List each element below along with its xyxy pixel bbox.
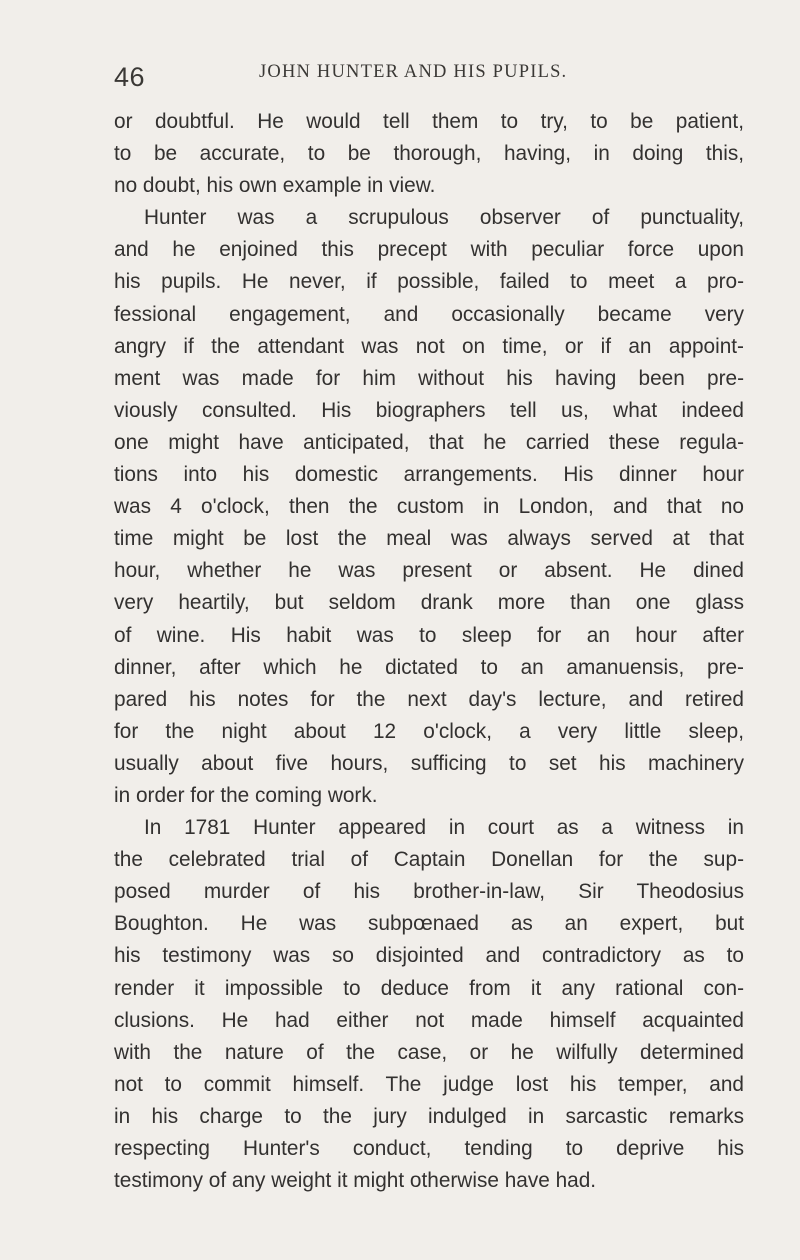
text-line: in order for the coming work. (114, 783, 378, 807)
paragraph-first-line: Hunter was a scrupulous observer of punctuality, (144, 206, 744, 230)
page-number: 46 (114, 62, 146, 92)
text-line: his pupils. He never, if possible, failed to meet a pro- (114, 270, 744, 294)
text-line: or doubtful. He would tell them to try, to be patient, (114, 110, 744, 133)
text-line: posed murder of his brother-in-law, Sir Theodosius (114, 880, 744, 904)
text-line: tions into his domestic arrangements. His dinner hour (114, 463, 744, 487)
text-line: of wine. His habit was to sleep for an hour after (114, 623, 744, 647)
text-line: not to commit himself. The judge lost his temper, and (114, 1072, 744, 1096)
text-line: very heartily, but seldom drank more than one glass (114, 591, 744, 615)
text-line: dinner, after which he dictated to an amanuensis, pre- (114, 655, 744, 679)
text-line: clusions. He had either not made himself acquainted (114, 1008, 744, 1032)
text-line: ment was made for him without his having been pre- (114, 366, 744, 390)
body-text (114, 106, 744, 1197)
text-line: was 4 o'clock, then the custom in London, and that no (114, 495, 744, 519)
text-line: usually about five hours, sufficing to set his machinery (114, 751, 744, 775)
text-line: hour, whether he was present or absent. He dined (114, 559, 744, 583)
text-line: for the night about 12 o'clock, a very little sleep, (114, 719, 744, 743)
text-line: Boughton. He was subpœnaed as an expert, but (114, 912, 744, 936)
text-line: no doubt, his own example in view. (114, 174, 436, 198)
text-line: angry if the attendant was not on time, or if an appoint- (114, 334, 744, 358)
text-line: to be accurate, to be thorough, having, in doing this, (114, 142, 744, 166)
text-line: render it impossible to deduce from it any rational con- (114, 976, 744, 1000)
text-line: fessional engagement, and occasionally became very (114, 302, 744, 326)
text-line: with the nature of the case, or he wilfully determined (114, 1040, 744, 1064)
text-line: and he enjoined this precept with peculiar force upon (114, 238, 744, 262)
paragraph-first-line: In 1781 Hunter appeared in court as a witness in (144, 816, 744, 840)
text-line: the celebrated trial of Captain Donellan for the sup- (114, 848, 744, 872)
text-line: his testimony was so disjointed and contradictory as to (114, 944, 744, 968)
text-line: respecting Hunter's conduct, tending to deprive his (114, 1137, 744, 1160)
page-header (114, 58, 744, 92)
text-line: testimony of any weight it might otherwise have had. (114, 1169, 597, 1193)
text-line: one might have anticipated, that he carried these regula- (114, 430, 744, 454)
text-line: time might be lost the meal was always served at that (114, 527, 744, 551)
text-line: viously consulted. His biographers tell us, what indeed (114, 398, 744, 422)
text-line: in his charge to the jury indulged in sarcastic remarks (114, 1104, 744, 1128)
text-line: pared his notes for the next day's lecture, and retired (114, 687, 744, 711)
running-title: JOHN HUNTER AND HIS PUPILS. (259, 62, 568, 82)
